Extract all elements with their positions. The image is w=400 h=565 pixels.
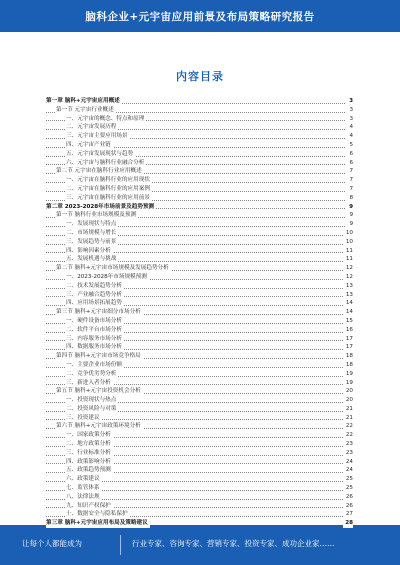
toc-entry-text: 二、竞争优劣势分析: [66, 370, 117, 377]
toc-entry[interactable]: [46, 510, 353, 519]
toc-entry[interactable]: [46, 97, 353, 106]
toc-entry-text: 二、元宇宙发展历程: [66, 124, 117, 131]
toc-entry[interactable]: [46, 449, 353, 458]
toc-entry-text: 四、影响因素分析: [66, 247, 111, 254]
toc-entry[interactable]: [46, 167, 353, 176]
toc-entry[interactable]: [46, 291, 353, 300]
toc-page-number: 27: [345, 511, 353, 518]
toc-entry-text: 一、硬件设备市场分析: [66, 317, 122, 324]
toc-entry-text: 第一节 元宇宙行业概述: [56, 106, 114, 113]
toc-page-number: 17: [345, 335, 353, 342]
toc-entry[interactable]: [46, 264, 353, 273]
toc-entry-text: 一、发展现状与特点: [66, 221, 117, 228]
toc-entry-text: 七、监管体系: [66, 485, 100, 492]
toc-entry[interactable]: [46, 335, 353, 344]
toc-entry[interactable]: [46, 317, 353, 326]
toc-page-number: 7: [349, 185, 353, 192]
toc-entry[interactable]: [46, 211, 353, 220]
toc-entry-text: 一、2023-2028年市场规模预测: [66, 273, 147, 280]
toc-page-number: 20: [345, 388, 353, 395]
toc-entry[interactable]: [46, 502, 353, 511]
toc-page-number: 14: [345, 309, 353, 316]
toc-entry[interactable]: [46, 220, 353, 229]
toc-entry[interactable]: [46, 475, 353, 484]
toc-entry[interactable]: [46, 466, 353, 475]
toc-page-number: 26: [345, 502, 353, 509]
toc-entry-text: 二、软件平台市场分析: [66, 326, 122, 333]
toc-entry-text: 二、地方政策分析: [66, 441, 111, 448]
toc-entry-text: 第二节 元宇宙在脑科行业应用概述: [56, 168, 142, 175]
toc-heading: 内容目录: [176, 70, 224, 83]
toc-entry[interactable]: [46, 106, 353, 115]
toc-entry[interactable]: [46, 370, 353, 379]
toc-entry-text: 第二章 2023-2028年市场前景及趋势预测: [46, 203, 155, 210]
toc-page-number: 13: [345, 282, 353, 289]
toc-entry-text: 四、数据服务市场分析: [66, 344, 122, 351]
toc-entry-text: 第一章 脑科+元宇宙应用概述: [46, 98, 120, 104]
toc-entry-text: 三、发展趋势与前景: [66, 238, 117, 245]
toc-entry-text: 第一节 脑科行业市场规模及预测: [56, 212, 137, 219]
toc-page-number: 26: [345, 493, 353, 500]
toc-entry-text: 第三节 脑科+元宇宙细分市场分析: [56, 309, 141, 316]
toc-page-number: 24: [345, 467, 353, 474]
toc-entry-text: 九、知识产权保护: [66, 502, 111, 509]
toc-entry[interactable]: [46, 352, 353, 361]
toc-entry[interactable]: [46, 273, 353, 282]
toc-entry-text: 四、元宇宙产业链: [66, 141, 111, 148]
toc-page-number: 22: [345, 423, 353, 430]
toc-page-number: 15: [345, 317, 353, 324]
toc-page-number: 7: [349, 177, 353, 184]
toc-entry[interactable]: [46, 440, 353, 449]
footer-bar: [0, 525, 400, 565]
toc-page-number: 3: [349, 115, 353, 122]
footer-divider: [120, 535, 121, 555]
toc-page-number: 25: [345, 476, 353, 483]
toc-page-number: 10: [345, 229, 353, 236]
toc-entry[interactable]: [46, 194, 353, 203]
toc-entry[interactable]: [46, 176, 353, 185]
toc-entry[interactable]: [46, 132, 353, 141]
toc-page-number: 19: [345, 370, 353, 377]
toc-page-number: 13: [345, 291, 353, 298]
toc-entry[interactable]: [46, 159, 353, 168]
toc-entry[interactable]: [46, 458, 353, 467]
toc-page-number: 4: [349, 124, 353, 131]
report-title: 脑科企业+元宇宙应用前景及布局策略研究报告: [85, 11, 315, 23]
toc-page-number: 12: [345, 265, 353, 272]
toc-entry-text: 四、应用场景拓展趋势: [66, 300, 122, 307]
toc-entry-text: 第三章 脑科+元宇宙应用布局及策略建议: [46, 520, 148, 527]
toc-entry-text: 二、市场规模与增长: [66, 229, 117, 236]
toc-entry[interactable]: [46, 414, 353, 423]
toc-entry[interactable]: [46, 422, 353, 431]
toc-entry[interactable]: [46, 150, 353, 159]
toc-entry-text: 三、行业标准分析: [66, 449, 111, 456]
toc-entry-text: 一、投资现状与热点: [66, 397, 117, 404]
toc-entry[interactable]: [46, 115, 353, 124]
toc-entry-text: 第四节 脑科+元宇宙市场竞争格局: [56, 353, 141, 360]
toc-entry[interactable]: [46, 326, 353, 335]
toc-entry-text: 一、元宇宙在脑科行业的应用现状: [66, 177, 150, 184]
toc-entry[interactable]: [46, 379, 353, 388]
toc-entry[interactable]: [46, 484, 353, 493]
toc-page-number: 6: [349, 150, 353, 157]
toc-entry[interactable]: [46, 229, 353, 238]
toc-page-number: 9: [349, 212, 353, 219]
footer-slogan-left: 让每个人都能成为: [22, 539, 82, 548]
toc-entry[interactable]: [46, 255, 353, 264]
toc-page-number: 24: [345, 458, 353, 465]
toc-entry-text: 一、国家政策分析: [66, 432, 111, 439]
toc-entry[interactable]: [46, 308, 353, 317]
toc-page-number: 3: [349, 106, 353, 113]
toc-entry-text: 三、新进入者分析: [66, 379, 111, 386]
toc-page-number: 23: [345, 441, 353, 448]
table-of-contents: [46, 97, 353, 528]
toc-page-number: 23: [345, 449, 353, 456]
toc-page-number: 3: [349, 98, 353, 104]
toc-entry-text: 五、发展机遇与挑战: [66, 256, 117, 263]
toc-entry[interactable]: [46, 123, 353, 132]
toc-entry-text: 三、内容服务市场分析: [66, 335, 122, 342]
toc-entry[interactable]: [46, 493, 353, 502]
toc-page-number: 12: [345, 273, 353, 280]
toc-entry-text: 二、元宇宙在脑科行业的应用案例: [66, 185, 150, 192]
toc-page-number: 11: [345, 256, 353, 263]
toc-entry-text: 二、投资风险与对策: [66, 405, 117, 412]
toc-page-number: 8: [349, 194, 353, 201]
header-bar: [0, 0, 400, 32]
toc-entry-text: 六、元宇宙与脑科行业融合分析: [66, 159, 145, 166]
toc-entry-text: 第六节 脑科+元宇宙政策环境分析: [56, 423, 141, 430]
toc-page-number: 9: [349, 221, 353, 228]
toc-entry-text: 一、主要企业市场份额: [66, 361, 122, 368]
toc-entry[interactable]: [46, 361, 353, 370]
toc-entry-text: 五、政策趋势预测: [66, 467, 111, 474]
toc-entry-text: 三、元宇宙主要应用场景: [66, 133, 128, 140]
toc-page-number: 19: [345, 379, 353, 386]
toc-entry-text: 第二节 脑科+元宇宙市场规模及发展趋势分析: [56, 265, 169, 272]
toc-entry[interactable]: [46, 238, 353, 247]
toc-entry[interactable]: [46, 405, 353, 414]
toc-entry-text: 五、元宇宙发展现状与趋势: [66, 150, 134, 157]
toc-page-number: 5: [349, 141, 353, 148]
toc-page-number: 9: [349, 203, 353, 210]
toc-entry[interactable]: [46, 396, 353, 405]
toc-page-number: 7: [349, 168, 353, 175]
toc-entry-text: 三、投资建议: [66, 414, 100, 421]
toc-page-number: 28: [345, 520, 353, 527]
toc-page-number: 10: [345, 238, 353, 245]
toc-entry-text: 六、政策建议: [66, 476, 100, 483]
toc-entry-text: 一、元宇宙的概念、特点和原理: [66, 115, 145, 122]
toc-page-number: 21: [345, 414, 353, 421]
toc-entry-text: 三、元宇宙在脑科行业的应用前景: [66, 194, 150, 201]
toc-page-number: 4: [349, 133, 353, 140]
toc-page-number: 11: [345, 247, 353, 254]
toc-entry-text: 二、技术发展趋势分析: [66, 282, 122, 289]
toc-entry[interactable]: [46, 282, 353, 291]
toc-entry[interactable]: [46, 431, 353, 440]
toc-entry[interactable]: [46, 185, 353, 194]
toc-page-number: 20: [345, 397, 353, 404]
toc-entry-text: 三、产业融合趋势分析: [66, 291, 122, 298]
toc-page-number: 17: [345, 344, 353, 351]
toc-entry[interactable]: [46, 387, 353, 396]
toc-page-number: 21: [345, 405, 353, 412]
toc-entry[interactable]: [46, 141, 353, 150]
toc-entry-text: 四、政策影响分析: [66, 458, 111, 465]
toc-page-number: 14: [345, 300, 353, 307]
toc-entry[interactable]: [46, 203, 353, 212]
toc-page-number: 6: [349, 159, 353, 166]
toc-entry-text: 第五节 脑科+元宇宙投资机会分析: [56, 388, 141, 395]
footer-slogan-right: 行业专家、咨询专家、营销专家、投资专家、成功企业家……: [132, 539, 335, 548]
toc-entry-text: 十、数据安全与隐私保护: [66, 511, 128, 518]
toc-page-number: 25: [345, 485, 353, 492]
toc-page-number: 18: [345, 361, 353, 368]
toc-page-number: 18: [345, 353, 353, 360]
toc-page-number: 22: [345, 432, 353, 439]
toc-page-number: 16: [345, 326, 353, 333]
toc-entry[interactable]: [46, 343, 353, 352]
toc-entry[interactable]: [46, 299, 353, 308]
toc-entry-text: 八、法律法规: [66, 493, 100, 500]
toc-entry[interactable]: [46, 247, 353, 256]
